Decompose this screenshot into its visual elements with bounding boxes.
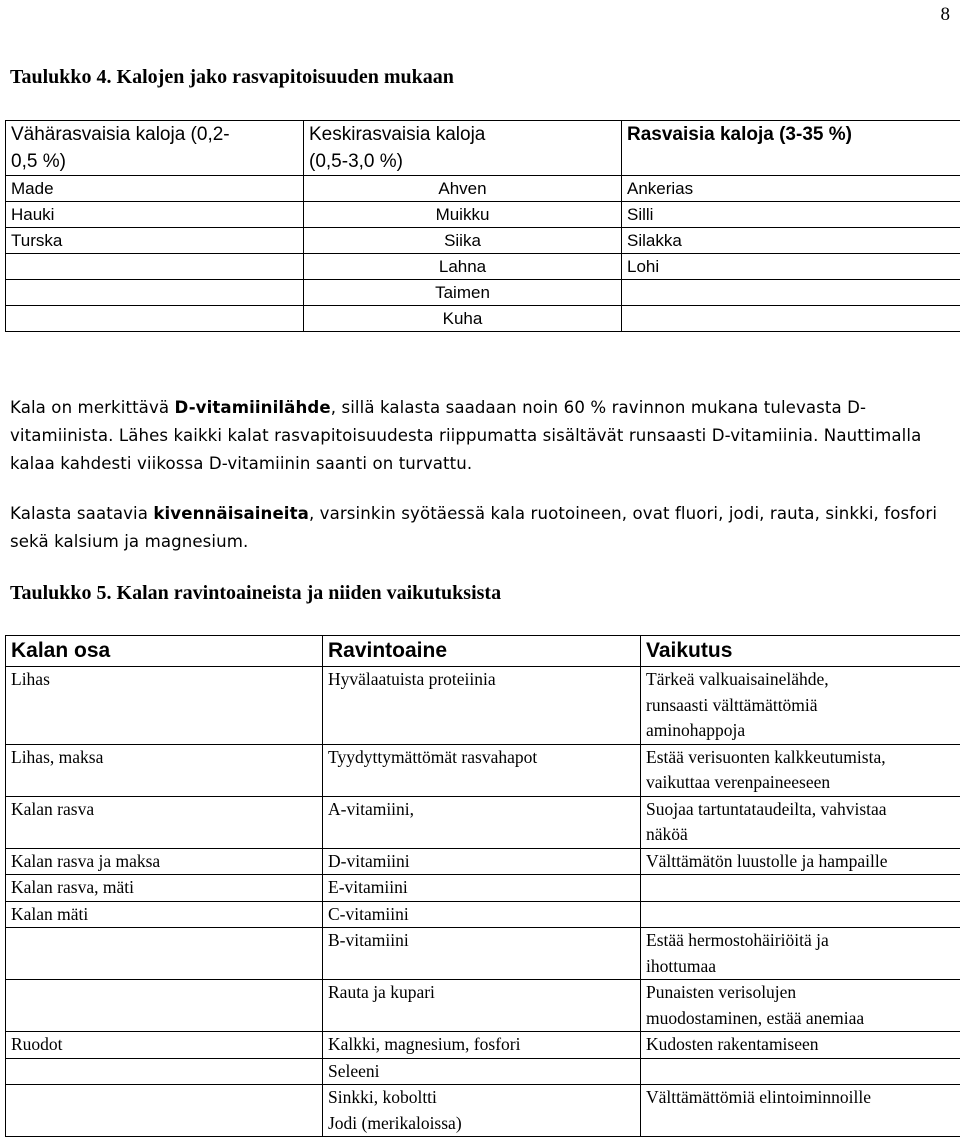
table-row bbox=[6, 901, 960, 928]
table-row bbox=[6, 1032, 960, 1059]
table-row bbox=[6, 744, 960, 796]
fish-part-cell: Kalan rasva, mäti bbox=[6, 875, 323, 902]
medium-fat-fish-cell: Kuha bbox=[304, 306, 622, 332]
medium-fat-fish-cell: Siika bbox=[304, 228, 622, 254]
fish-part-cell bbox=[6, 980, 323, 1032]
header-effect: Vaikutus bbox=[641, 636, 960, 667]
low-fat-fish-cell bbox=[6, 280, 304, 306]
high-fat-fish-cell: Lohi bbox=[622, 254, 960, 280]
nutrient-cell: Tyydyttymättömät rasvahapot bbox=[323, 744, 641, 796]
vitamin-d-paragraph: Kala on merkittävä D-vitamiinilähde, sillä kalasta saadaan noin 60 % ravinnon mukana tulevasta D-vitamiinista. Lähes kaikki kalat rasvapitoisuudesta riippumatta sisältävät runsaasti D-vitamiinia. Nauttimalla kalaa kahdesti viikossa D-vitamiinin saanti on turvattu. bbox=[10, 394, 955, 478]
header-high-fat: Rasvaisia kaloja (3-35 %) bbox=[622, 121, 960, 176]
table-row bbox=[6, 202, 960, 228]
table-row bbox=[6, 176, 960, 202]
high-fat-fish-cell: Ankerias bbox=[622, 176, 960, 202]
table-row bbox=[6, 667, 960, 745]
effect-cell: Estää verisuonten kalkkeutumista, vaikuttaa verenpaineeseen bbox=[641, 744, 960, 796]
minerals-term: kivennäisaineita bbox=[153, 504, 309, 523]
table4-caption: Taulukko 4. Kalojen jako rasvapitoisuuden mukaan bbox=[10, 66, 454, 89]
header-medium-fat: Keskirasvaisia kaloja (0,5-3,0 %) bbox=[304, 121, 622, 176]
nutrient-cell: B-vitamiini bbox=[323, 928, 641, 980]
table-row bbox=[6, 848, 960, 875]
table5-caption: Taulukko 5. Kalan ravintoaineista ja niiden vaikutuksista bbox=[10, 582, 501, 605]
vitamin-d-term: D-vitamiinilähde bbox=[175, 398, 331, 417]
medium-fat-fish-cell: Lahna bbox=[304, 254, 622, 280]
fish-part-cell: Lihas, maksa bbox=[6, 744, 323, 796]
header-nutrient: Ravintoaine bbox=[323, 636, 641, 667]
header-fish-part: Kalan osa bbox=[6, 636, 323, 667]
table-row bbox=[6, 875, 960, 902]
fish-part-cell: Ruodot bbox=[6, 1032, 323, 1059]
fish-part-cell: Kalan mäti bbox=[6, 901, 323, 928]
medium-fat-fish-cell: Muikku bbox=[304, 202, 622, 228]
page-number: 8 bbox=[941, 4, 951, 26]
effect-cell: Suojaa tartuntataudeilta, vahvistaa näköä bbox=[641, 796, 960, 848]
table-row bbox=[6, 254, 960, 280]
header-low-fat: Vähärasvaisia kaloja (0,2- 0,5 %) bbox=[6, 121, 304, 176]
low-fat-fish-cell bbox=[6, 254, 304, 280]
table-row bbox=[6, 1058, 960, 1085]
minerals-paragraph: Kalasta saatavia kivennäisaineita, varsinkin syötäessä kala ruotoineen, ovat fluori, jodi, rauta, sinkki, fosfori sekä kalsium ja magnesium. bbox=[10, 500, 955, 556]
nutrient-cell: C-vitamiini bbox=[323, 901, 641, 928]
nutrient-cell: E-vitamiini bbox=[323, 875, 641, 902]
effect-cell: Punaisten verisolujen muodostaminen, estää anemiaa bbox=[641, 980, 960, 1032]
nutrient-cell: Kalkki, magnesium, fosfori bbox=[323, 1032, 641, 1059]
nutrient-cell: Sinkki, koboltti Jodi (merikaloissa) bbox=[323, 1085, 641, 1137]
nutrient-cell: D-vitamiini bbox=[323, 848, 641, 875]
nutrients-table bbox=[5, 635, 960, 1137]
fish-part-cell bbox=[6, 928, 323, 980]
low-fat-fish-cell: Turska bbox=[6, 228, 304, 254]
fish-part-cell: Lihas bbox=[6, 667, 323, 745]
table-row bbox=[6, 980, 960, 1032]
table-row bbox=[6, 796, 960, 848]
nutrient-cell: Seleeni bbox=[323, 1058, 641, 1085]
table-row bbox=[6, 1085, 960, 1137]
effect-cell: Tärkeä valkuaisainelähde, runsaasti välttämättömiä aminohappoja bbox=[641, 667, 960, 745]
high-fat-fish-cell: Silli bbox=[622, 202, 960, 228]
effect-cell bbox=[641, 875, 960, 902]
fat-content-table bbox=[5, 120, 960, 332]
nutrient-cell: A-vitamiini, bbox=[323, 796, 641, 848]
medium-fat-fish-cell: Ahven bbox=[304, 176, 622, 202]
table-row bbox=[6, 928, 960, 980]
effect-cell bbox=[641, 1058, 960, 1085]
table-row bbox=[6, 228, 960, 254]
effect-cell: Välttämätön luustolle ja hampaille bbox=[641, 848, 960, 875]
table-header-row bbox=[6, 121, 960, 176]
fish-part-cell bbox=[6, 1085, 323, 1137]
table-row bbox=[6, 306, 960, 332]
fish-part-cell bbox=[6, 1058, 323, 1085]
nutrient-cell: Rauta ja kupari bbox=[323, 980, 641, 1032]
nutrient-cell: Hyvälaatuista proteiinia bbox=[323, 667, 641, 745]
effect-cell: Estää hermostohäiriöitä ja ihottumaa bbox=[641, 928, 960, 980]
low-fat-fish-cell: Hauki bbox=[6, 202, 304, 228]
high-fat-fish-cell: Silakka bbox=[622, 228, 960, 254]
effect-cell bbox=[641, 901, 960, 928]
low-fat-fish-cell bbox=[6, 306, 304, 332]
fish-part-cell: Kalan rasva bbox=[6, 796, 323, 848]
effect-cell: Välttämättömiä elintoiminnoille bbox=[641, 1085, 960, 1137]
table-header-row bbox=[6, 636, 960, 667]
high-fat-fish-cell bbox=[622, 280, 960, 306]
table-row bbox=[6, 280, 960, 306]
fish-part-cell: Kalan rasva ja maksa bbox=[6, 848, 323, 875]
effect-cell: Kudosten rakentamiseen bbox=[641, 1032, 960, 1059]
low-fat-fish-cell: Made bbox=[6, 176, 304, 202]
medium-fat-fish-cell: Taimen bbox=[304, 280, 622, 306]
high-fat-fish-cell bbox=[622, 306, 960, 332]
